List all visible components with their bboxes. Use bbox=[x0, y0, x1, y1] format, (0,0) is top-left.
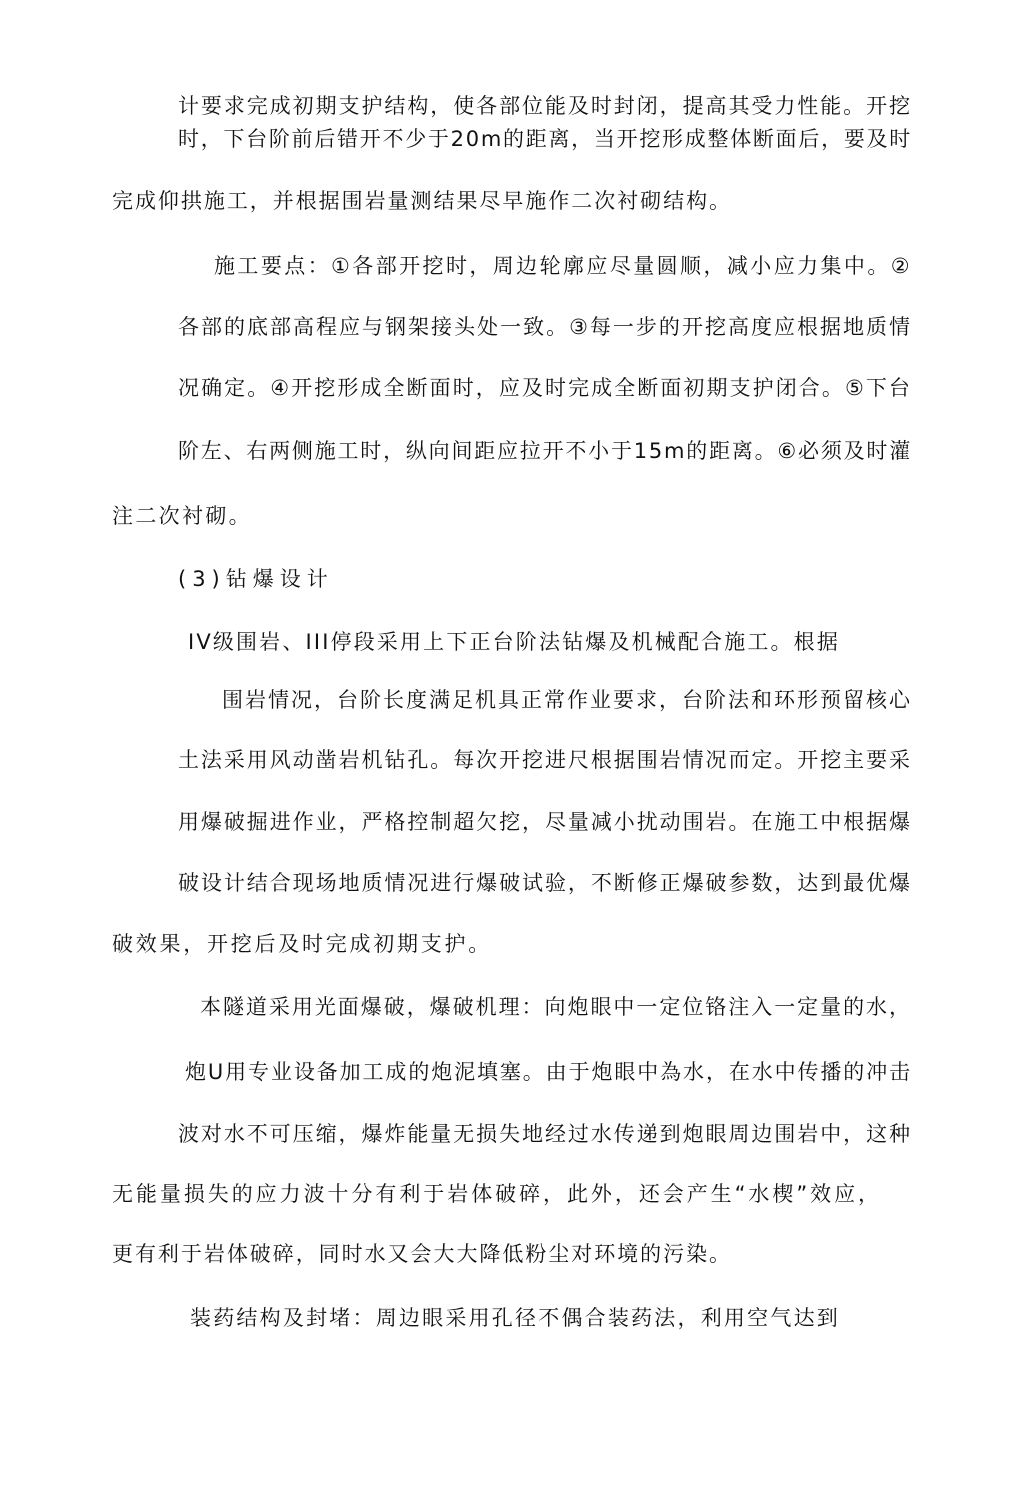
text-line: 施工要点：①各部开挖时，周边轮廓应尽量圆顺，减小应力集中。② bbox=[214, 254, 912, 278]
text-line: 各部的底部高程应与钢架接头处一致。③每一步的开挖高度应根据地质情 bbox=[178, 315, 912, 339]
text-line: 破效果，开挖后及时完成初期支护。 bbox=[112, 932, 492, 956]
text-line: 无能量损失的应力波十分有利于岩体破碎，此外，还会产生“水楔”效应， bbox=[112, 1182, 882, 1206]
text-line: 况确定。④开挖形成全断面时，应及时完成全断面初期支护闭合。⑤下台 bbox=[178, 376, 912, 400]
text-line: 土法采用风动凿岩机钻孔。每次开挖进尺根据围岩情况而定。开挖主要采 bbox=[178, 748, 912, 772]
section-heading: (3)钻爆设计 bbox=[178, 567, 334, 591]
text-line: 用爆破掘进作业，严格控制超欠挖，尽量减小扰动围岩。在施工中根据爆 bbox=[178, 810, 912, 834]
text-line: 注二次衬砌。 bbox=[112, 504, 252, 528]
text-line: 计要求完成初期支护结构，使各部位能及时封闭，提高其受力性能。开挖 bbox=[178, 94, 912, 118]
text-line: 炮U用专业设备加工成的炮泥填塞。由于炮眼中為水，在水中传播的冲击 bbox=[185, 1060, 912, 1084]
text-line: 本隧道采用光面爆破，爆破机理：向炮眼中一定位铬注入一定量的水， bbox=[200, 995, 912, 1019]
text-line: 围岩情况，台阶长度满足机具正常作业要求，台阶法和环形预留核心 bbox=[222, 688, 912, 712]
text-line: IV级围岩、III停段采用上下正台阶法钻爆及机械配合施工。根据 bbox=[188, 630, 840, 654]
text-line: 完成仰拱施工，并根据围岩量测结果尽早施作二次衬砌结构。 bbox=[112, 189, 732, 213]
text-line: 破设计结合现场地质情况进行爆破试验，不断修正爆破参数，达到最优爆 bbox=[178, 871, 912, 895]
text-line: 阶左、右两侧施工时，纵向间距应拉开不小于15m的距离。⑥必须及时灌 bbox=[178, 439, 912, 463]
text-line: 时，下台阶前后错开不少于20m的距离，当开挖形成整体断面后，要及时 bbox=[178, 127, 912, 151]
text-line: 更有利于岩体破碎，同时水又会大大降低粉尘对环境的污染。 bbox=[112, 1242, 732, 1266]
text-line: 波对水不可压缩，爆炸能量无损失地经过水传递到炮眼周边围岩中，这种 bbox=[178, 1122, 912, 1146]
text-line: 装药结构及封堵：周边眼采用孔径不偶合装药法，利用空气达到 bbox=[190, 1306, 840, 1330]
